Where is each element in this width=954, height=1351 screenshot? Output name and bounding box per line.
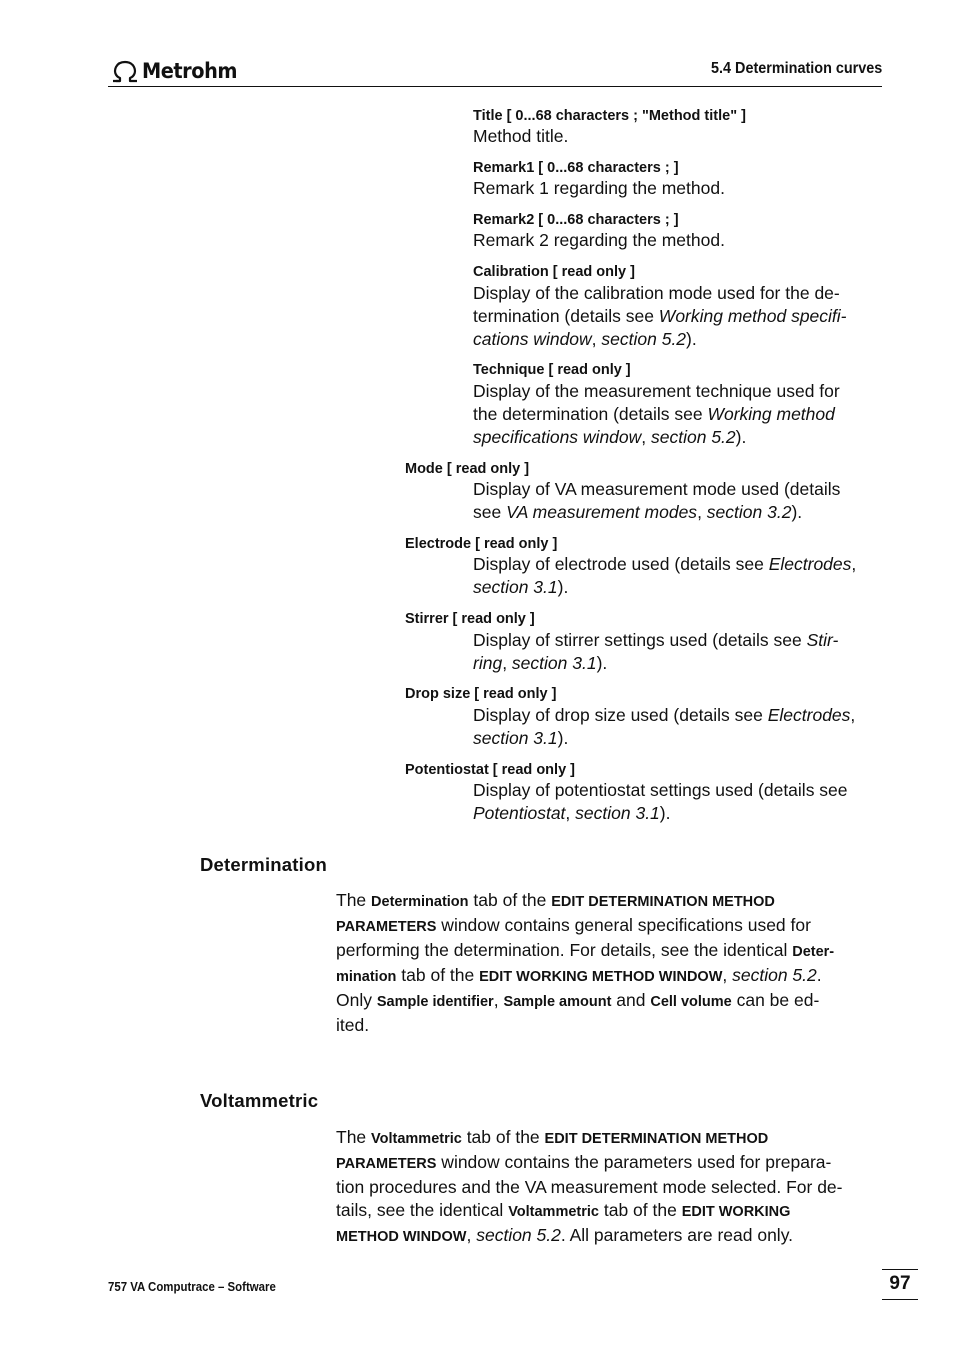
param-desc-calibration: Display of the calibration mode used for the de- termination (details see Working method specifi- cations window, section 5.2).: [473, 283, 847, 349]
voltammetric-paragraph: The Voltammetric tab of the EDIT DETERMINATION METHOD PARAMETERS window contains the parameters used for prepara- tion procedures and the VA measurement mode selected. For de- tails, see the identical Voltammetric tab of the EDIT WORKING METHOD WINDOW, section 5.2. All parameters are read only.: [336, 1127, 843, 1245]
header-rule: [108, 86, 882, 87]
running-header-section: 5.4 Determination curves: [710, 60, 882, 77]
omega-logo-icon: [110, 59, 140, 83]
param-term-calibration: Calibration [ read only ]: [473, 264, 635, 280]
param-desc-remark2: Remark 2 regarding the method.: [473, 230, 725, 250]
section-heading-voltammetric: Voltammetric: [200, 1090, 319, 1111]
param-desc-drop-size: Display of drop size used (details see Electrodes, section 3.1).: [473, 705, 856, 748]
param-term-mode: Mode [ read only ]: [405, 461, 530, 477]
param-term-potentiostat: Potentiostat [ read only ]: [405, 762, 575, 778]
param-desc-title: Method title.: [473, 126, 569, 146]
footer-document-title: 757 VA Computrace – Software: [108, 1279, 276, 1294]
param-term-drop-size: Drop size [ read only ]: [405, 686, 557, 702]
section-heading-determination: Determination: [200, 854, 327, 875]
param-term-stirrer: Stirrer [ read only ]: [405, 611, 535, 627]
param-desc-potentiostat: Display of potentiostat settings used (details see Potentiostat, section 3.1).: [473, 780, 848, 823]
param-desc-technique: Display of the measurement technique used for the determination (details see Working method specifications window, section 5.2).: [473, 381, 840, 447]
metrohm-logo: [110, 57, 245, 83]
param-desc-mode: Display of VA measurement mode used (details see VA measurement modes, section 3.2).: [473, 479, 841, 522]
param-desc-remark1: Remark 1 regarding the method.: [473, 178, 725, 198]
page-number: 97: [889, 1273, 911, 1294]
param-desc-stirrer: Display of stirrer settings used (details see Stir- ring, section 3.1).: [473, 630, 839, 673]
page-number-box: [882, 1269, 918, 1300]
param-term-remark1: Remark1 [ 0...68 characters ; ]: [473, 160, 679, 176]
param-term-electrode: Electrode [ read only ]: [405, 536, 558, 552]
param-term-technique: Technique [ read only ]: [473, 362, 631, 378]
param-desc-electrode: Display of electrode used (details see Electrodes, section 3.1).: [473, 554, 857, 597]
determination-paragraph: The Determination tab of the EDIT DETERMINATION METHOD PARAMETERS window contains general specifications used for performing the determination. For details, see the identical Deter- mination tab of the EDIT WORKING METHOD WINDOW, section 5.2. Only Sample identifier, Sample amount and Cell volume can be ed- ited.: [336, 890, 835, 1035]
param-term-remark2: Remark2 [ 0...68 characters ; ]: [473, 212, 679, 228]
param-term-title: Title [ 0...68 characters ; "Method title" ]: [473, 108, 746, 124]
logo-text: Metrohm: [142, 59, 238, 83]
